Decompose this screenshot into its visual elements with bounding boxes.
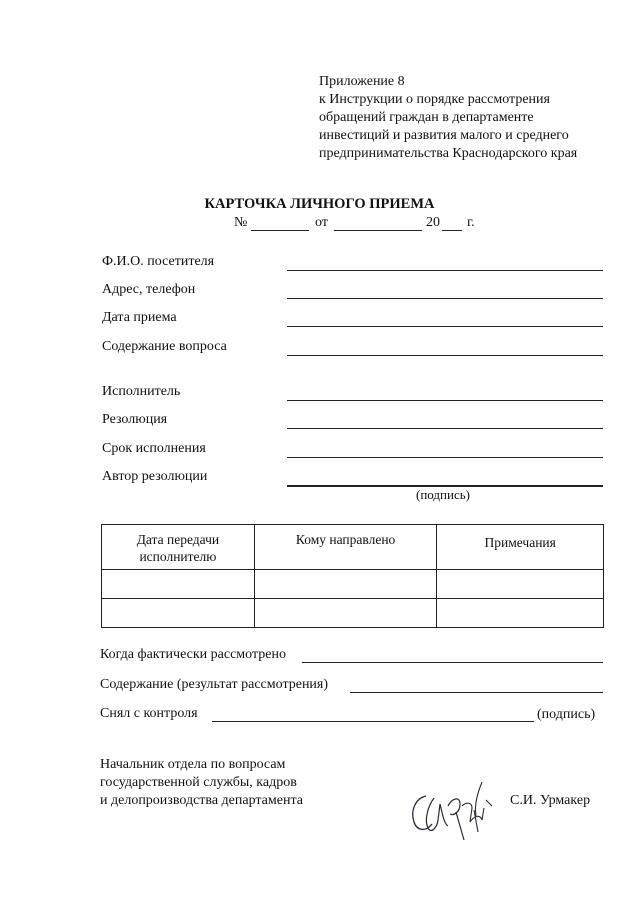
field-label-resolution: Резолюция bbox=[102, 412, 168, 427]
field-line-resolution[interactable] bbox=[287, 428, 603, 429]
table-header-row bbox=[102, 525, 604, 570]
signature-label: (подпись) bbox=[537, 707, 596, 722]
field-line-deadline[interactable] bbox=[287, 457, 603, 458]
label-removed-from-control: Снял с контроля bbox=[100, 706, 198, 721]
appendix-line: Приложение 8 bbox=[319, 74, 405, 89]
field-label-reception-date: Дата приема bbox=[102, 310, 177, 325]
table-cell[interactable] bbox=[254, 570, 437, 599]
signatory-position bbox=[100, 756, 303, 810]
number-blank[interactable] bbox=[251, 230, 309, 231]
position-line: Начальник отдела по вопросам bbox=[100, 757, 286, 772]
appendix-header bbox=[319, 73, 619, 163]
signatory-name: С.И. Урмакер bbox=[510, 793, 591, 808]
signature-caption: (подпись) bbox=[416, 487, 470, 502]
appendix-line: инвестиций и развития малого и среднего bbox=[319, 128, 569, 143]
appendix-line: к Инструкции о порядке рассмотрения bbox=[319, 92, 550, 107]
field-label-address-phone: Адрес, телефон bbox=[102, 282, 196, 297]
table-row bbox=[102, 570, 604, 599]
table-cell[interactable] bbox=[437, 570, 604, 599]
table-cell[interactable] bbox=[437, 599, 604, 628]
field-label-question: Содержание вопроса bbox=[102, 339, 227, 354]
year-blank[interactable] bbox=[442, 230, 462, 231]
line-content-result[interactable] bbox=[350, 692, 603, 693]
line-actually-reviewed[interactable] bbox=[302, 662, 603, 663]
field-line-address-phone[interactable] bbox=[287, 298, 603, 299]
from-word: от bbox=[315, 215, 328, 230]
field-line-visitor-name[interactable] bbox=[287, 270, 603, 271]
appendix-line: предпринимательства Краснодарского края bbox=[319, 146, 578, 161]
field-label-executor: Исполнитель bbox=[102, 384, 181, 399]
position-line: и делопроизводства департамента bbox=[100, 793, 303, 808]
table-header-sent-to: Кому направлено bbox=[254, 525, 437, 570]
table-row bbox=[102, 599, 604, 628]
field-label-resolution-author: Автор резолюции bbox=[102, 469, 208, 484]
field-line-question[interactable] bbox=[287, 355, 603, 356]
table-cell[interactable] bbox=[254, 599, 437, 628]
table-cell[interactable] bbox=[102, 599, 255, 628]
table-header-notes: Примечания bbox=[437, 525, 604, 570]
field-label-visitor-name: Ф.И.О. посетителя bbox=[102, 254, 215, 269]
year-prefix: 20 bbox=[426, 215, 440, 230]
line-removed-from-control[interactable] bbox=[212, 721, 534, 722]
date-blank[interactable] bbox=[334, 230, 422, 231]
year-suffix: г. bbox=[467, 215, 475, 230]
label-content-result: Содержание (результат рассмотрения) bbox=[100, 677, 329, 692]
document-title: КАРТОЧКА ЛИЧНОГО ПРИЕМА bbox=[204, 196, 435, 212]
field-line-reception-date[interactable] bbox=[287, 326, 603, 327]
label-actually-reviewed: Когда фактически рассмотрено bbox=[100, 647, 286, 662]
field-label-deadline: Срок исполнения bbox=[102, 441, 206, 456]
handwritten-signature bbox=[404, 776, 500, 848]
position-line: государственной службы, кадров bbox=[100, 775, 297, 790]
table-header-transfer-date: Дата передачи исполнителю bbox=[102, 525, 255, 570]
transfer-table bbox=[101, 524, 604, 628]
table-cell[interactable] bbox=[102, 570, 255, 599]
appendix-line: обращений граждан в департаменте bbox=[319, 110, 534, 125]
field-line-executor[interactable] bbox=[287, 400, 603, 401]
number-sign: № bbox=[234, 215, 248, 230]
